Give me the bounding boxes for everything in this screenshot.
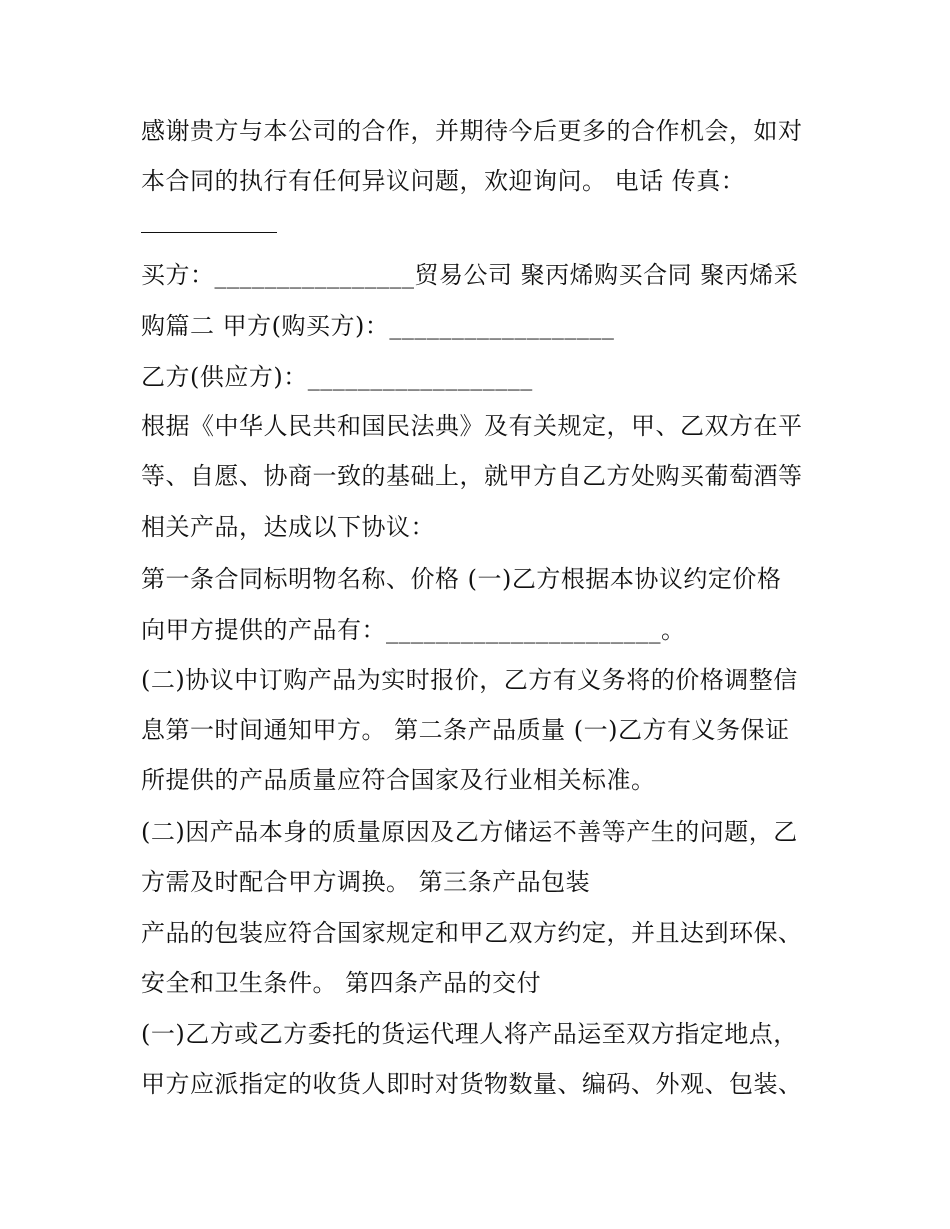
text-line: 产品的包装应符合国家规定和甲乙双方约定，并且达到环保、 (141, 919, 803, 947)
text-line: 方需及时配合甲方调换。 第三条产品包装 (141, 868, 591, 896)
text-line: (二)因产品本身的质量原因及乙方储运不善等产生的问题，乙 (141, 818, 798, 846)
text-line: 所提供的产品质量应符合国家及行业相关标准。 (141, 766, 656, 794)
text-line: 等、自愿、协商一致的基础上，就甲方自乙方处购买葡萄酒等 (141, 462, 803, 490)
text-line: 向甲方提供的产品有：______________________。 (141, 616, 686, 644)
text-line: 乙方(供应方)：__________________ (141, 363, 533, 391)
text-line: 甲方应派指定的收货人即时对货物数量、编码、外观、包装、 (141, 1070, 803, 1098)
text-line: (一)乙方或乙方委托的货运代理人将产品运至双方指定地点， (141, 1020, 798, 1048)
text-line: 第一条合同标明物名称、价格 (一)乙方根据本协议约定价格 (141, 565, 782, 593)
text-line: (二)协议中订购产品为实时报价，乙方有义务将的价格调整信 (141, 666, 798, 694)
text-line: 购篇二 甲方(购买方)：__________________ (141, 312, 615, 340)
text-line: 根据《中华人民共和国民法典》及有关规定，甲、乙双方在平 (141, 412, 803, 440)
blank-fill-line (141, 232, 277, 233)
text-line: 息第一时间通知甲方。 第二条产品质量 (一)乙方有义务保证 (141, 716, 790, 744)
text-line: 相关产品，达成以下协议： (141, 513, 435, 541)
text-line: 安全和卫生条件。 第四条产品的交付 (141, 969, 542, 997)
text-line: 买方：________________贸易公司 聚丙烯购买合同 聚丙烯采 (141, 261, 799, 289)
text-line: 感谢贵方与本公司的合作，并期待今后更多的合作机会，如对 (141, 117, 803, 145)
text-line: 本合同的执行有任何异议问题，欢迎询问。 电话 传真： (141, 167, 746, 195)
